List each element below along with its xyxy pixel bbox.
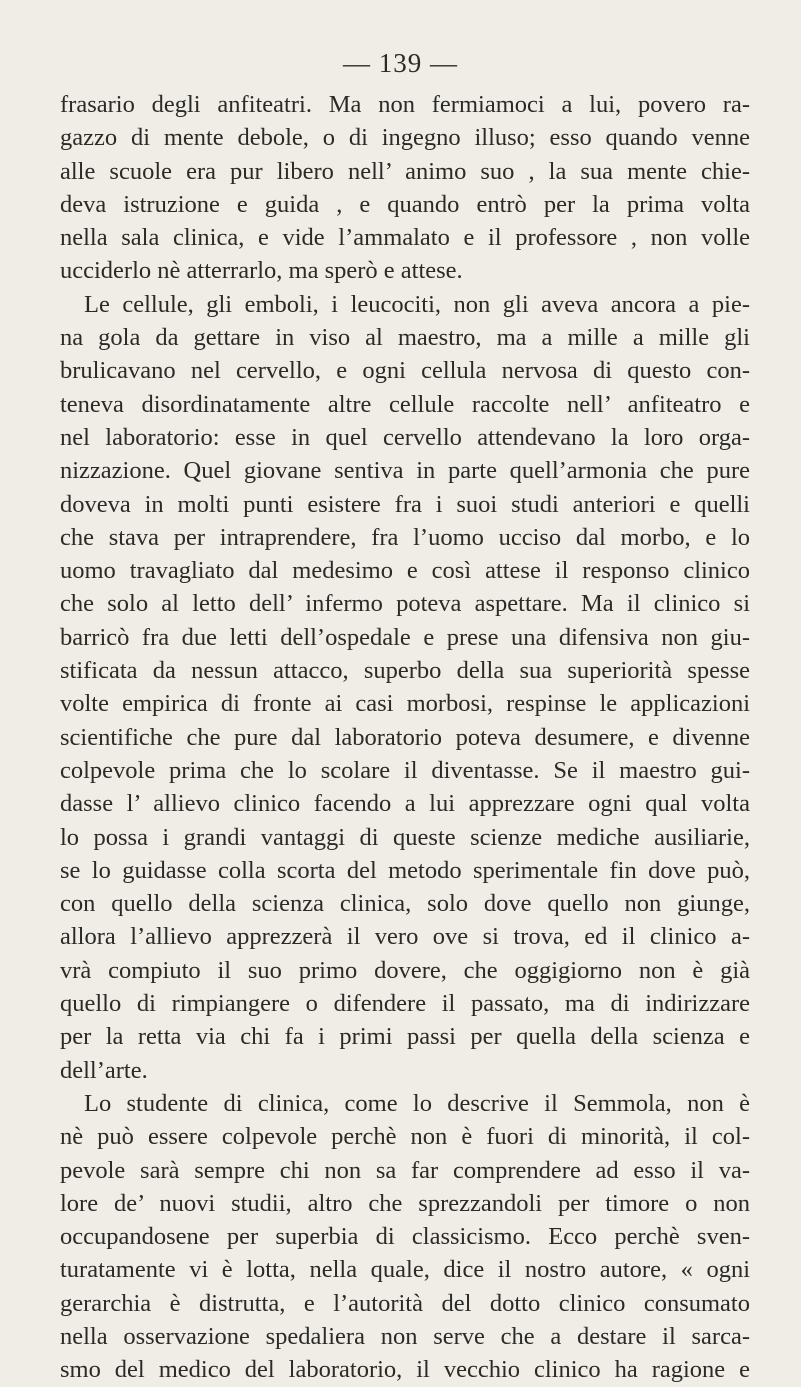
text-line: teneva disordinatamente altre cellule raccolte nell’ anfiteatro e <box>60 390 750 418</box>
text-line: se lo guidasse colla scorta del metodo sperimentale fin dove può, <box>60 856 750 884</box>
text-line: occupandosene per superbia di classicismo. Ecco perchè sven- <box>60 1223 750 1251</box>
text-line: nel laboratorio: esse in quel cervello attendevano la loro orga- <box>60 423 750 451</box>
body-text <box>60 88 750 1387</box>
text-line: vrà compiuto il suo primo dovere, che oggigiorno non è già <box>60 956 750 984</box>
text-line: Lo studente di clinica, come lo descrive il Semmola, non è <box>84 1089 750 1117</box>
text-line: smo del medico del laboratorio, il vecchio clinico ha ragione e <box>60 1356 750 1384</box>
text-line: gazzo di mente debole, o di ingegno illuso; esso quando venne <box>60 124 750 152</box>
text-line: uomo travagliato dal medesimo e così attese il responso clinico <box>60 557 750 585</box>
paragraph <box>60 1087 750 1387</box>
text-line: stificata da nessun attacco, superbo della sua superiorità spesse <box>60 657 750 685</box>
text-line: per la retta via chi fa i primi passi per quella della scienza e <box>60 1023 750 1051</box>
text-line: pevole sarà sempre chi non sa far comprendere ad esso il va- <box>60 1156 750 1184</box>
text-line: brulicavano nel cervello, e ogni cellula nervosa di questo con- <box>60 357 750 385</box>
text-line: dasse l’ allievo clinico facendo a lui apprezzare ogni qual volta <box>60 790 750 818</box>
text-line: deva istruzione e guida , e quando entrò per la prima volta <box>60 190 750 218</box>
text-line: gerarchia è distrutta, e l’autorità del dotto clinico consumato <box>60 1289 750 1317</box>
text-line: che solo al letto dell’ infermo poteva aspettare. Ma il clinico si <box>60 590 750 618</box>
text-line: doveva in molti punti esistere fra i suoi studi anteriori e quelli <box>60 490 750 518</box>
text-line: con quello della scienza clinica, solo dove quello non giunge, <box>60 890 750 918</box>
text-line: turatamente vi è lotta, nella quale, dice il nostro autore, « ogni <box>60 1256 750 1284</box>
text-line: che stava per intraprendere, fra l’uomo ucciso dal morbo, e lo <box>60 523 750 551</box>
text-line: ucciderlo nè atterrarlo, ma sperò e attese. <box>60 257 463 285</box>
text-line: Le cellule, gli emboli, i leucociti, non gli aveva ancora a pie- <box>84 290 750 318</box>
text-line: nella osservazione spedaliera non serve che a destare il sarca- <box>60 1322 750 1350</box>
text-line: lo possa i grandi vantaggi di queste scienze mediche ausiliarie, <box>60 823 750 851</box>
text-line: frasario degli anfiteatri. Ma non fermiamoci a lui, povero ra- <box>60 91 750 118</box>
text-line: nella sala clinica, e vide l’ammalato e il professore , non volle <box>60 224 750 252</box>
text-line: lore de’ nuovi studii, altro che sprezzandoli per timore o non <box>60 1189 750 1217</box>
text-line: alle scuole era pur libero nell’ animo suo , la sua mente chie- <box>60 157 750 185</box>
text-line: scientifiche che pure dal laboratorio poteva desumere, e divenne <box>60 723 750 751</box>
page-number: — 139 — <box>343 48 458 78</box>
text-line: nizzazione. Quel giovane sentiva in parte quell’armonia che pure <box>60 457 750 485</box>
text-line: volte empirica di fronte ai casi morbosi, respinse le applicazioni <box>60 690 750 718</box>
text-line: quello di rimpiangere o difendere il passato, ma di indirizzare <box>60 990 750 1018</box>
text-line: nè può essere colpevole perchè non è fuori di minorità, il col- <box>60 1123 750 1151</box>
text-line: dell’arte. <box>60 1056 148 1084</box>
text-line: colpevole prima che lo scolare il diventasse. Se il maestro gui- <box>60 756 750 784</box>
paragraph <box>60 88 750 288</box>
paragraph <box>60 288 750 1087</box>
text-line: na gola da gettare in viso al maestro, ma a mille a mille gli <box>60 324 750 352</box>
text-line: allora l’allievo apprezzerà il vero ove si trova, ed il clinico a- <box>60 923 750 951</box>
text-line: barricò fra due letti dell’ospedale e prese una difensiva non giu- <box>60 623 750 651</box>
